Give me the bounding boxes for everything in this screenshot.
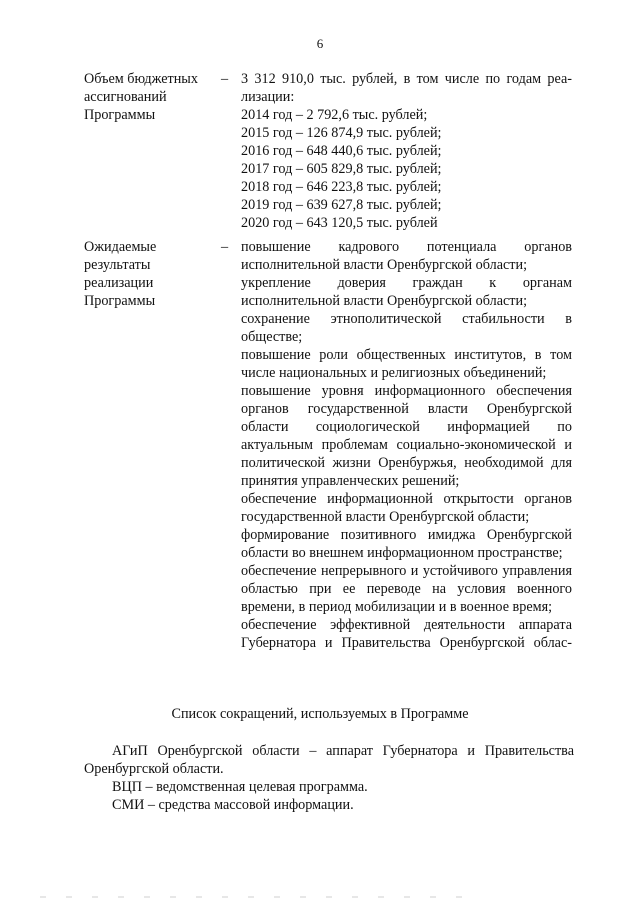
result-item: обеспечение непрерывного и устойчивого управления областью при ее переводе на условия военного времени, в период мобилизации и в военное время;	[241, 563, 572, 615]
budget-line: 2018 год – 646 223,8 тыс. рублей;	[241, 179, 442, 195]
page-number: 6	[316, 36, 324, 51]
budget-line: 2017 год – 605 829,8 тыс. рублей;	[241, 161, 442, 177]
budget-line: 2015 год – 126 874,9 тыс. рублей;	[241, 125, 442, 141]
abbreviations-title: Список сокращений, используемых в Программе	[171, 706, 469, 722]
budget-label: Объем бюджетных ассигнований Программы	[84, 71, 198, 123]
results-dash: –	[221, 239, 229, 255]
budget-dash: –	[221, 71, 229, 87]
scan-artifact-line	[40, 896, 480, 898]
budget-line: 2020 год – 643 120,5 тыс. рублей	[241, 215, 438, 231]
budget-line: 2016 год – 648 440,6 тыс. рублей;	[241, 143, 442, 159]
result-item: сохранение этнополитической стабильности в обществе;	[241, 311, 572, 345]
budget-line: 3 312 910,0 тыс. рублей, в том числе по годам реа-	[241, 71, 572, 87]
result-item: обеспечение эффективной деятельности аппарата Губернатора и Правительства Оренбургской облас-	[241, 617, 572, 651]
result-item: укрепление доверия граждан к органам исполнительной власти Оренбургской области;	[241, 275, 572, 309]
result-item: обеспечение информационной открытости органов государственной власти Оренбургской области;	[241, 491, 572, 525]
budget-line: 2014 год – 2 792,6 тыс. рублей;	[241, 107, 428, 123]
results-values	[241, 238, 572, 652]
result-item: повышение уровня информационного обеспечения органов государственной власти Оренбургской области социологической информацией по актуальным проблемам социально-экономической и политической жизни Оренбуржья, необходимой для принятия управленческих решений;	[241, 383, 572, 489]
budget-line: лизации:	[241, 89, 295, 105]
abbreviations-list	[84, 742, 574, 814]
result-item: повышение кадрового потенциала органов исполнительной власти Оренбургской области;	[241, 239, 572, 273]
abbreviation-item: АГиП Оренбургской области – аппарат Губернатора и Правительства Оренбургской области.	[84, 743, 574, 777]
result-item: повышение роли общественных институтов, в том числе национальных и религиозных объединений;	[241, 347, 572, 381]
abbreviation-item: ВЦП – ведомственная целевая программа.	[112, 779, 368, 795]
abbreviation-item: СМИ – средства массовой информации.	[112, 797, 354, 813]
budget-line: 2019 год – 639 627,8 тыс. рублей;	[241, 197, 442, 213]
result-item: формирование позитивного имиджа Оренбургской области во внешнем информационном пространстве;	[241, 527, 572, 561]
results-label: Ожидаемые результаты реализации Программы	[84, 239, 157, 309]
budget-values	[241, 70, 572, 232]
